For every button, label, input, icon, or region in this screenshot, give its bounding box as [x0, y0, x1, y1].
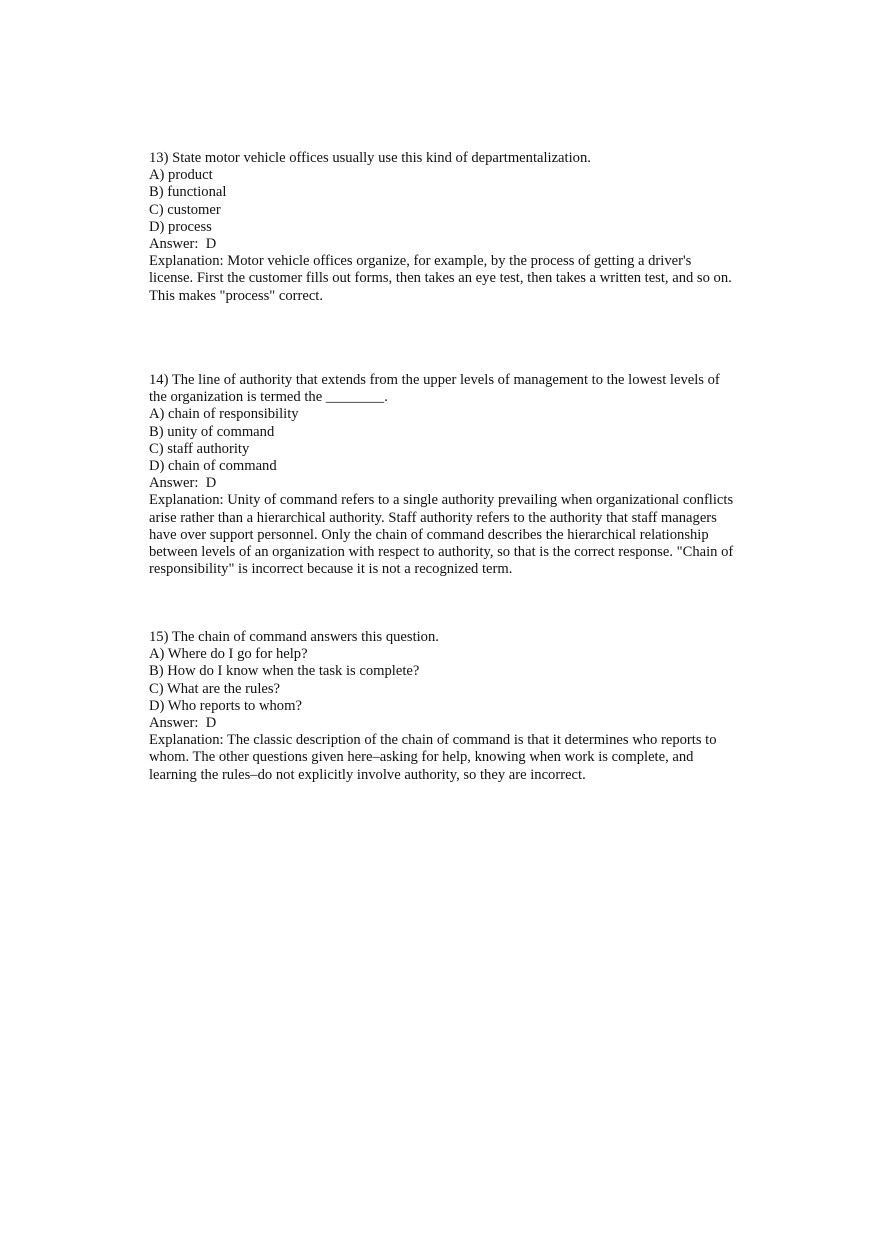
option-d: D) chain of command	[149, 458, 277, 475]
option-b: B) How do I know when the task is complete?	[149, 663, 420, 680]
answer: Answer: D	[149, 715, 217, 732]
option-d: D) Who reports to whom?	[149, 697, 302, 714]
option-b: B) unity of command	[149, 423, 275, 440]
question-stem: 15) The chain of command answers this question.	[149, 629, 439, 645]
option-a: A) chain of responsibility	[149, 406, 299, 423]
option-a: A) Where do I go for help?	[149, 646, 308, 663]
explanation: Explanation: Unity of command refers to a single authority prevailing when organizational conflicts arise rather than a hierarchical authority. Staff authority refers to the authority that staff managers have over support personnel. Only the chain of command describes the hierarchical relationship between levels of an organization with respect to authority, so that is the correct response. "Chain of responsibility" is incorrect because it is not a recognized term.	[149, 492, 734, 578]
question-13	[149, 150, 739, 305]
question-stem: 13) State motor vehicle offices usually use this kind of departmentalization.	[149, 150, 591, 166]
question-stem: 14) The line of authority that extends from the upper levels of management to the lowest levels of the organization is termed the ________.	[149, 372, 724, 406]
option-a: A) product	[149, 167, 213, 184]
option-c: C) What are the rules?	[149, 680, 281, 697]
answer: Answer: D	[149, 475, 217, 492]
answer: Answer: D	[149, 236, 217, 253]
explanation: Explanation: The classic description of the chain of command is that it determines who reports to whom. The other questions given here–asking for help, knowing when work is complete, and learning the rules–do not explicitly involve authority, so they are incorrect.	[149, 732, 717, 783]
question-14	[149, 372, 739, 578]
option-c: C) staff authority	[149, 440, 250, 457]
option-b: B) functional	[149, 184, 227, 201]
explanation: Explanation: Motor vehicle offices organize, for example, by the process of getting a driver's license. First the customer fills out forms, then takes an eye test, then takes a written test, and so on. This makes "process" correct.	[149, 253, 732, 304]
question-15	[149, 629, 739, 784]
option-d: D) process	[149, 218, 212, 235]
option-c: C) customer	[149, 201, 221, 218]
